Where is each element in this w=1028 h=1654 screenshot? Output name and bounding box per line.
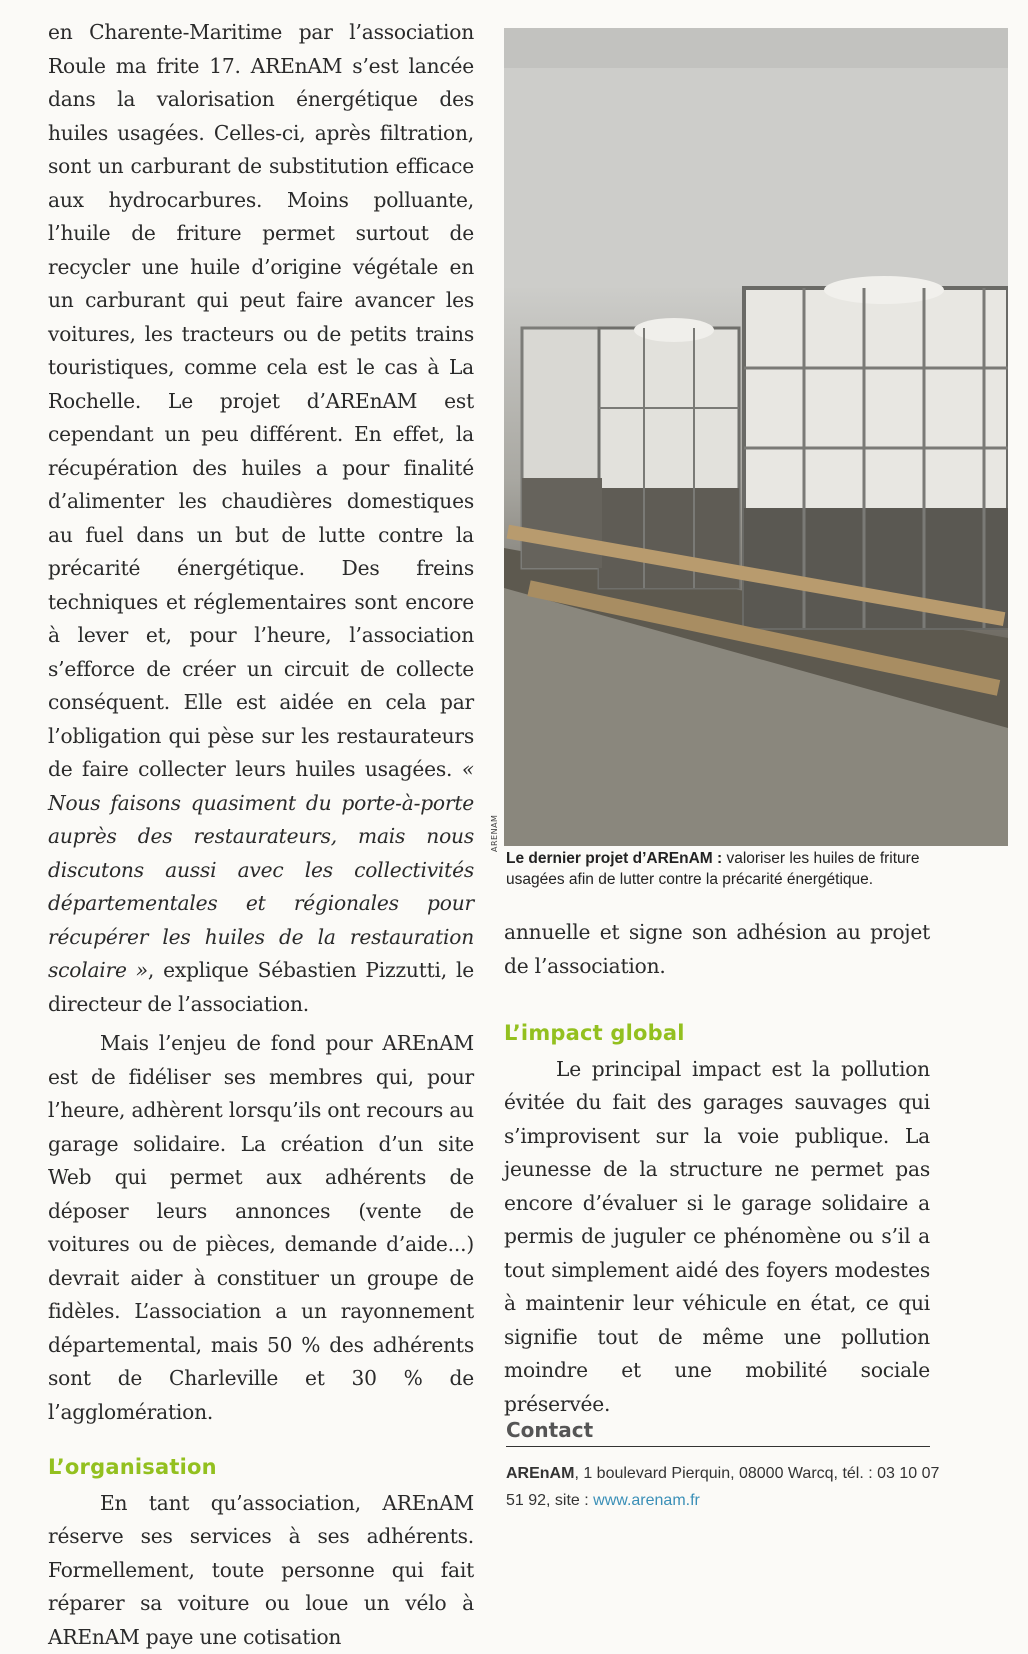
paragraph-continued: annuelle et signe son adhésion au projet de l’association. bbox=[504, 916, 930, 983]
quote: « Nous faisons quasiment du porte-à-porte auprès des restaurateurs, mais nous discutons aussi avec les collectivités départementales et régionales pour récupérer les huiles de la restauration scolaire » bbox=[48, 757, 474, 982]
contact-body bbox=[506, 1460, 946, 1514]
paragraph-2: Mais l’enjeu de fond pour AREnAM est de fidéliser ses membres qui, pour l’heure, adhèrent lorsqu’ils ont recours au garage solidaire. La création d’un site Web qui permet aux adhérents de déposer leurs annonces (vente de voitures ou de pièces, demande d’aide...) devrait aider à constituer un groupe de fidèles. L’association a un rayonnement départemental, mais 50 % des adhérents sont de Charleville et 30 % de l’agglomération. bbox=[48, 1027, 474, 1429]
photo-oil-tanks bbox=[504, 28, 1008, 846]
contact-heading: Contact bbox=[506, 1418, 930, 1447]
caption-bold: Le dernier projet d’AREnAM : bbox=[506, 850, 722, 867]
paragraph-1-end: , explique Sébastien Pizzutti, le directeur de l’association. bbox=[48, 958, 474, 1016]
paragraph-1-text: en Charente-Maritime par l’association Roule ma frite 17. AREnAM s’est lancée dans la valorisation énergétique des huiles usagées. Celles-ci, après filtration, sont un carburant de substitution efficace aux hydrocarbures. Moins polluante, l’huile de friture permet surtout de recycler une huile d’origine végétale en un carburant qui peut faire avancer les voitures, les tracteurs ou de petits trains touristiques, comme cela est le cas à La Rochelle. Le projet d’AREnAM est cependant un peu différent. En effet, la récupération des huiles a pour finalité d’alimenter les chaudières domestiques au fuel dans un but de lutte contre la précarité énergétique. Des freins techniques et réglementaires sont encore à lever et, pour l’heure, l’association s’efforce de créer un circuit de collecte conséquent. Elle est aidée en cela par l’obligation qui pèse sur les restaurateurs de faire collecter leurs huiles usagées. bbox=[48, 20, 474, 781]
left-column bbox=[48, 16, 474, 1654]
paragraph-impact: Le principal impact est la pollution évitée du fait des garages sauvages qui s’improvisent sur la voie publique. La jeunesse de la structure ne permet pas encore d’évaluer si le garage solidaire a permis de juguler ce phénomène ou s’il a tout simplement aidé des foyers modestes à maintenir leur véhicule en état, ce qui signifie tout de même une pollution moindre et une mobilité sociale préservée. bbox=[504, 1053, 930, 1422]
photo-caption bbox=[506, 848, 966, 890]
heading-impact: L’impact global bbox=[504, 1017, 930, 1051]
caption-text: valoriser les huiles de friture usagées afin de lutter contre la précarité énergétique. bbox=[506, 850, 919, 888]
website-link[interactable]: www.arenam.fr bbox=[593, 1492, 700, 1509]
paragraph-3: En tant qu’association, AREnAM réserve ses services à ses adhérents. Formellement, toute personne qui fait réparer sa voiture ou loue un vélo à AREnAM paye une cotisation bbox=[48, 1487, 474, 1654]
right-column bbox=[504, 916, 930, 1421]
contact-address: , 1 boulevard Pierquin, 08000 Warcq, tél. : 03 10 07 51 92, site : bbox=[506, 1465, 939, 1509]
paragraph-1 bbox=[48, 16, 474, 1021]
tanks-illustration bbox=[504, 28, 1008, 846]
contact-name: AREnAM bbox=[506, 1465, 574, 1482]
photo-credit: ARENAM bbox=[490, 800, 504, 852]
heading-organisation: L’organisation bbox=[48, 1451, 474, 1485]
